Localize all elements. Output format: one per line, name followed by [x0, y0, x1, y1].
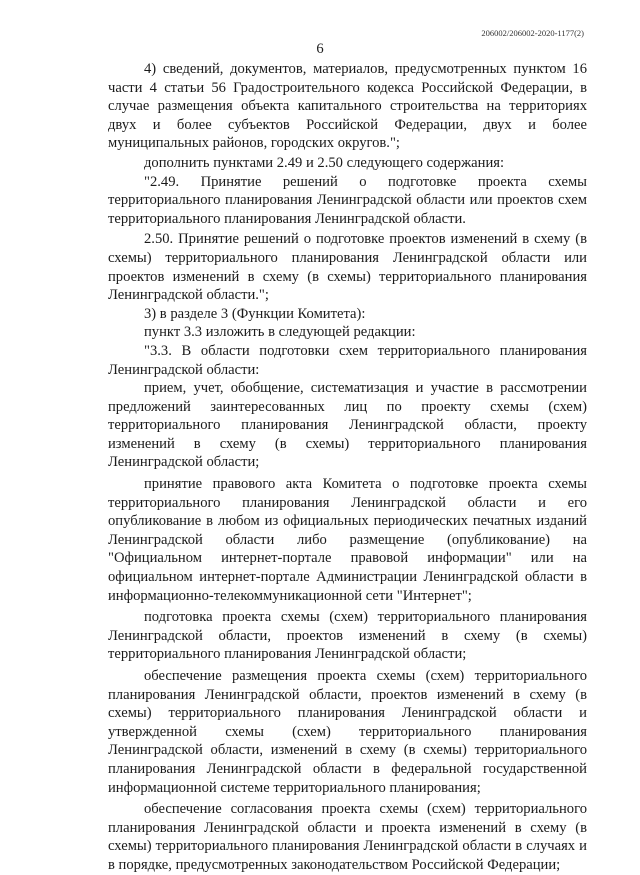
document-id: 206002/206002-2020-1177(2) [481, 28, 584, 38]
paragraph [108, 379, 587, 472]
paragraph-text: прием, учет, обобщение, систематизация и участие в рассмотрении предложений заинтересованных лиц по проекту схемы (схем) территориального планирования Ленинградской области, проекту изменений в схему (в схемы) территориального планирования Ленинградской области; [108, 380, 587, 471]
paragraph [108, 342, 587, 379]
paragraph-text: принятие правового акта Комитета о подготовке проекта схемы территориального планирования Ленинградской области и его опубликование в любом из официальных периодических печатных изданий Ленинградской области либо размещение (опубликование) на "Официальном интернет-портале правовой информации" или на официальном интернет-портале Администрации Ленинградской области в информационно-телекоммуникационной сети "Интернет"; [108, 476, 587, 604]
paragraph-text: подготовка проекта схемы (схем) территориального планирования Ленинградской области, проектов изменений в схему (в схемы) территориального планирования Ленинградской области; [108, 609, 587, 663]
paragraph-text: пункт 3.3 изложить в следующей редакции: [144, 324, 416, 341]
paragraph-text: 4) сведений, документов, материалов, предусмотренных пунктом 16 части 4 статьи 56 Градостроительного кодекса Российской Федерации, в случае размещения объекта капитального строительства на территориях двух и более субъектов Российской Федерации, двух и более муниципальных районов, городских округов."; [108, 61, 587, 152]
page-number: 6 [316, 41, 324, 57]
document-body [108, 60, 587, 875]
paragraph-text: "3.3. В области подготовки схем территориального планирования Ленинградской области: [108, 342, 587, 378]
paragraph-text: "2.49. Принятие решений о подготовке проекта схемы территориального планирования Ленинградской области или проектов схем территориального планирования Ленинградской области. [108, 173, 587, 227]
paragraph [108, 608, 587, 664]
paragraph [108, 800, 587, 874]
paragraph-text: 2.50. Принятие решений о подготовке проектов изменений в схему (в схемы) территориального планирования Ленинградской области или проектов изменений в схему (в схемы) территориального планирования Ленинградской области."; [108, 231, 587, 304]
paragraph [108, 60, 587, 153]
paragraph [108, 154, 587, 173]
paragraph-text: обеспечение размещения проекта схемы (схем) территориального планирования Ленинградской области, проектов изменений в схему (в схемы) территориального планирования Ленинградской области и утвержденной схемы (схем) территориального планирования Ленинградской области, изменений в схему (в схемы) территориального планирования Ленинградской области в федеральной государственной информационной системе территориального планирования; [108, 668, 587, 796]
paragraph-text: 3) в разделе 3 (Функции Комитета): [144, 305, 366, 322]
paragraph [108, 230, 587, 304]
paragraph [108, 305, 587, 324]
paragraph [108, 475, 587, 605]
paragraph [108, 323, 587, 342]
paragraph [108, 173, 587, 229]
paragraph-text: дополнить пунктами 2.49 и 2.50 следующего содержания: [144, 154, 505, 171]
paragraph [108, 667, 587, 797]
paragraph-text: обеспечение согласования проекта схемы (схем) территориального планирования Ленинградской области и проекта изменений в схему (в схемы) территориального планирования Ленинградской области в случаях и в порядке, предусмотренных законодательством Российской Федерации; [108, 801, 587, 873]
